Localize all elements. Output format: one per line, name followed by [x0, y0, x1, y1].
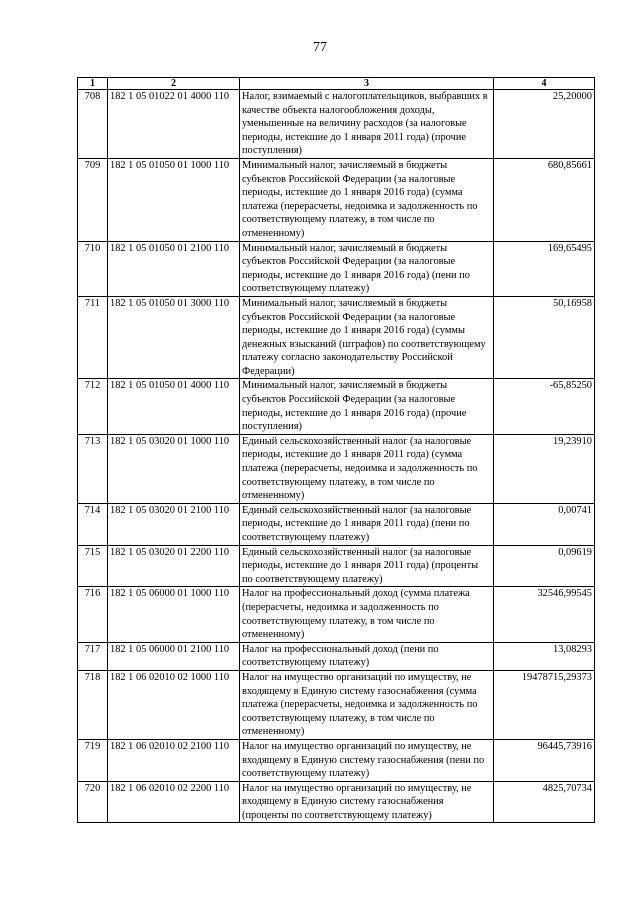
revenue-name: Налог, взимаемый с налогоплательщиков, выбравших в качестве объекта налогообложения доходы, уменьшенные на величину расходов (за налоговые периоды, истекшие до 1 января 2011 года) (прочие поступления)	[240, 90, 494, 159]
revenue-name: Единый сельскохозяйственный налог (за налоговые периоды, истекшие до 1 января 2011 года) (сумма платежа (перерасчеты, недоимка и задолженность по соответствующему платежу, в том числе по отмененному)	[240, 434, 494, 503]
row-number: 713	[78, 434, 108, 503]
budget-code: 182 1 05 01050 01 3000 110	[108, 296, 240, 379]
table-row	[78, 642, 595, 670]
amount: 0,09619	[494, 545, 595, 587]
revenue-name: Единый сельскохозяйственный налог (за налоговые периоды, истекшие до 1 января 2011 года) (проценты по соответствующему платежу)	[240, 545, 494, 587]
budget-code: 182 1 06 02010 02 2100 110	[108, 739, 240, 781]
row-number: 709	[78, 158, 108, 241]
amount: 19478715,29373	[494, 670, 595, 739]
table-row	[78, 503, 595, 545]
amount: 50,16958	[494, 296, 595, 379]
revenue-name: Единый сельскохозяйственный налог (за налоговые периоды, истекшие до 1 января 2011 года) (пени по соответствующему платежу)	[240, 503, 494, 545]
revenue-name: Налог на профессиональный доход (пени по соответствующему платежу)	[240, 642, 494, 670]
budget-code: 182 1 05 01050 01 1000 110	[108, 158, 240, 241]
header-col-3: 3	[240, 78, 494, 90]
amount: 19,23910	[494, 434, 595, 503]
amount: 4825,70734	[494, 781, 595, 823]
revenue-name: Минимальный налог, зачисляемый в бюджеты субъектов Российской Федерации (за налоговые периоды, истекшие до 1 января 2016 года) (пени по соответствующему платежу)	[240, 241, 494, 296]
revenue-name: Минимальный налог, зачисляемый в бюджеты субъектов Российской Федерации (за налоговые периоды, истекшие до 1 января 2016 года) (суммы денежных взысканий (штрафов) по соответствующему платежу согласно законодательству Российской Федерации)	[240, 296, 494, 379]
row-number: 708	[78, 90, 108, 159]
table-body	[78, 90, 595, 823]
amount: -65,85250	[494, 379, 595, 434]
budget-code: 182 1 05 03020 01 2100 110	[108, 503, 240, 545]
header-col-4: 4	[494, 78, 595, 90]
revenue-table	[77, 77, 595, 823]
revenue-name: Налог на имущество организаций по имуществу, не входящему в Единую систему газоснабжения (пени по соответствующему платежу)	[240, 739, 494, 781]
row-number: 717	[78, 642, 108, 670]
table-row	[78, 587, 595, 642]
table-row	[78, 545, 595, 587]
page-number: 77	[313, 40, 327, 55]
table-row	[78, 379, 595, 434]
table-row	[78, 158, 595, 241]
budget-code: 182 1 05 01050 01 2100 110	[108, 241, 240, 296]
row-number: 714	[78, 503, 108, 545]
budget-code: 182 1 06 02010 02 2200 110	[108, 781, 240, 823]
budget-code: 182 1 05 03020 01 2200 110	[108, 545, 240, 587]
amount: 13,08293	[494, 642, 595, 670]
revenue-name: Минимальный налог, зачисляемый в бюджеты субъектов Российской Федерации (за налоговые периоды, истекшие до 1 января 2016 года) (сумма платежа (перерасчеты, недоимка и задолженность по соответствующему платежу, в том числе по отмененному)	[240, 158, 494, 241]
row-number: 711	[78, 296, 108, 379]
amount: 32546,99545	[494, 587, 595, 642]
amount: 169,65495	[494, 241, 595, 296]
budget-code: 182 1 06 02010 02 1000 110	[108, 670, 240, 739]
budget-code: 182 1 05 06000 01 1000 110	[108, 587, 240, 642]
amount: 96445,73916	[494, 739, 595, 781]
row-number: 719	[78, 739, 108, 781]
table-row	[78, 739, 595, 781]
header-col-1: 1	[78, 78, 108, 90]
table-header	[78, 78, 595, 90]
table-row	[78, 296, 595, 379]
budget-code: 182 1 05 03020 01 1000 110	[108, 434, 240, 503]
amount: 0,00741	[494, 503, 595, 545]
revenue-name: Налог на имущество организаций по имуществу, не входящему в Единую систему газоснабжения (проценты по соответствующему платежу)	[240, 781, 494, 823]
row-number: 718	[78, 670, 108, 739]
table-row	[78, 90, 595, 159]
header-col-2: 2	[108, 78, 240, 90]
header-row	[78, 78, 595, 90]
revenue-name: Минимальный налог, зачисляемый в бюджеты субъектов Российской Федерации (за налоговые периоды, истекшие до 1 января 2016 года) (прочие поступления)	[240, 379, 494, 434]
row-number: 712	[78, 379, 108, 434]
table-row	[78, 434, 595, 503]
amount: 680,85661	[494, 158, 595, 241]
row-number: 720	[78, 781, 108, 823]
table-row	[78, 670, 595, 739]
table-row	[78, 241, 595, 296]
revenue-name: Налог на профессиональный доход (сумма платежа (перерасчеты, недоимка и задолженность по соответствующему платежу, в том числе по отмененному)	[240, 587, 494, 642]
revenue-name: Налог на имущество организаций по имуществу, не входящему в Единую систему газоснабжения (сумма платежа (перерасчеты, недоимка и задолженность по соответствующему платежу, в том числе по отмененному)	[240, 670, 494, 739]
budget-code: 182 1 05 01022 01 4000 110	[108, 90, 240, 159]
row-number: 716	[78, 587, 108, 642]
row-number: 715	[78, 545, 108, 587]
budget-code: 182 1 05 01050 01 4000 110	[108, 379, 240, 434]
budget-code: 182 1 05 06000 01 2100 110	[108, 642, 240, 670]
table-row	[78, 781, 595, 823]
amount: 25,20000	[494, 90, 595, 159]
row-number: 710	[78, 241, 108, 296]
